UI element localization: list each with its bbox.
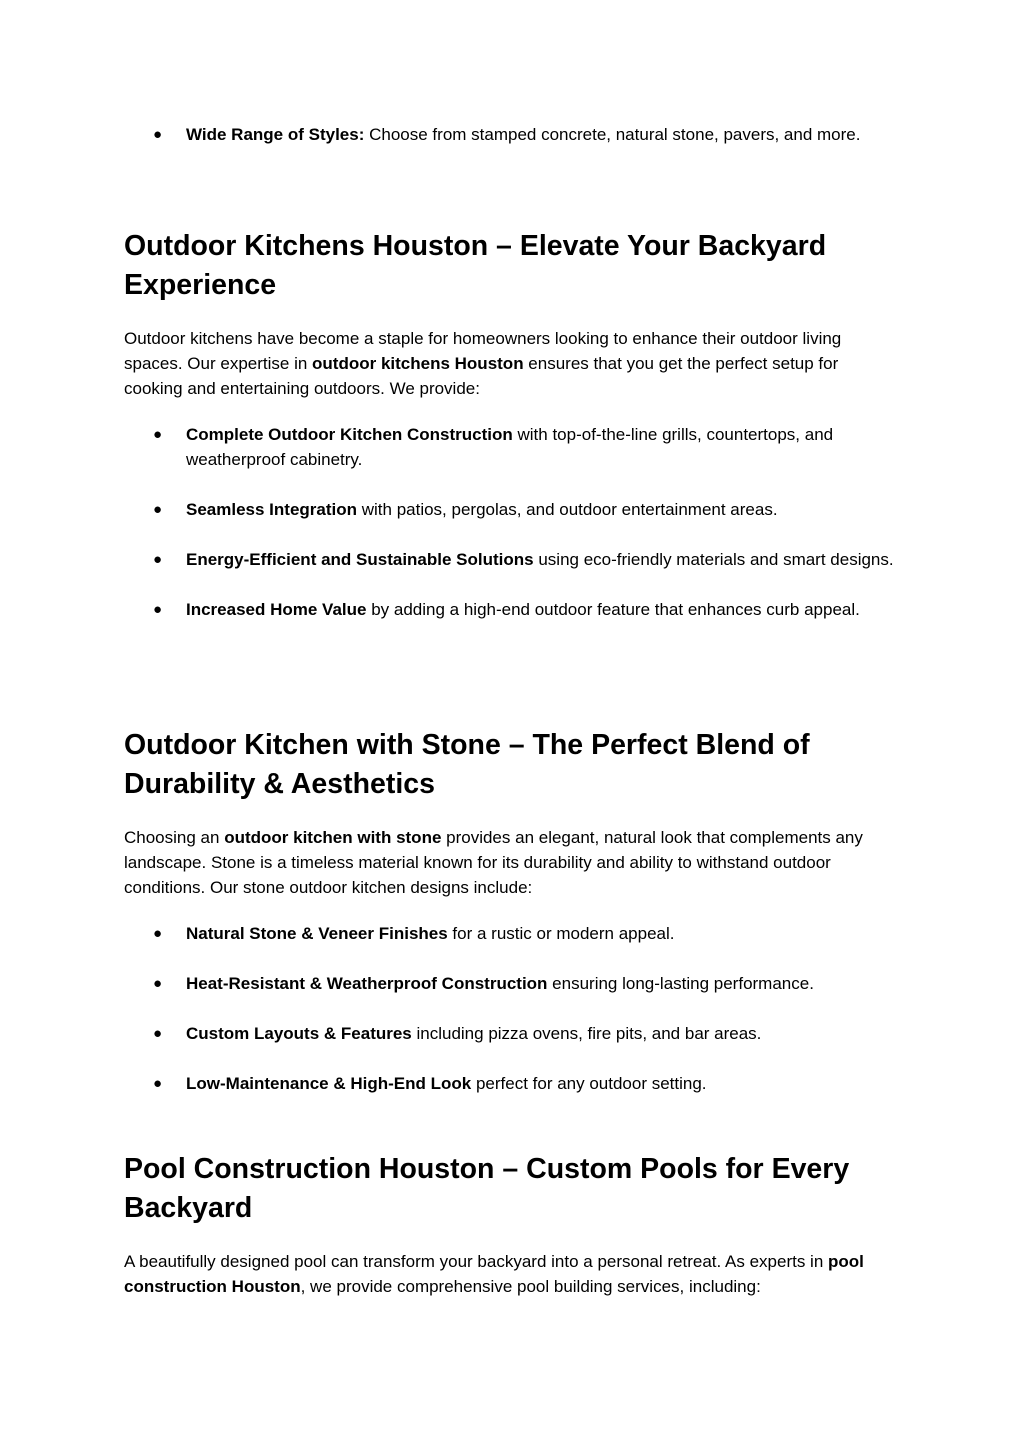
pool-construction-paragraph <box>124 1249 900 1299</box>
list-item <box>124 422 900 472</box>
list-item-term: Low-Maintenance & High-End Look <box>186 1074 472 1093</box>
pool-construction-heading: Pool Construction Houston – Custom Pools for Every Backyard <box>124 1153 850 1224</box>
list-item-term: Energy-Efficient and Sustainable Solutions <box>186 550 534 569</box>
paragraph-text: , we provide comprehensive pool building services, including: <box>300 1277 761 1296</box>
list-item-text: with patios, pergolas, and outdoor entertainment areas. <box>357 500 778 519</box>
paragraph-keyword: outdoor kitchen with stone <box>224 828 442 847</box>
list-item-text: perfect for any outdoor setting. <box>471 1074 707 1093</box>
list-item <box>124 597 900 622</box>
paragraph-text: Outdoor kitchens have become a staple for homeowners looking to enhance their outdoor living spaces. Our expertise in <box>124 329 842 373</box>
stone-kitchen-paragraph <box>124 825 900 900</box>
list-item <box>124 122 900 147</box>
paragraph-text: Choosing an <box>124 828 225 847</box>
list-item-text: including pizza ovens, fire pits, and bar areas. <box>411 1024 762 1043</box>
list-item-text: by adding a high-end outdoor feature that enhances curb appeal. <box>366 600 860 619</box>
list-item-text: Choose from stamped concrete, natural stone, pavers, and more. <box>364 125 861 144</box>
list-item <box>124 1021 900 1046</box>
list-item-term: Heat-Resistant & Weatherproof Construction <box>186 974 548 993</box>
styles-bullet-list <box>124 122 900 147</box>
list-item-text: with top-of-the-line grills, countertops, and weatherproof cabinetry. <box>186 425 834 469</box>
bullet-icon: ● <box>153 126 163 143</box>
bullet-icon: ● <box>153 601 163 618</box>
list-item-text: ensuring long-lasting performance. <box>547 974 814 993</box>
paragraph-text: provides an elegant, natural look that complements any landscape. Stone is a timeless material known for its durability and ability to withstand outdoor conditions. Our stone outdoor kitchen designs include: <box>124 828 863 897</box>
bullet-icon: ● <box>153 1075 163 1092</box>
list-item-term: Complete Outdoor Kitchen Construction <box>186 425 513 444</box>
list-item <box>124 547 900 572</box>
outdoor-kitchens-bullet-list <box>124 422 900 622</box>
bullet-icon: ● <box>153 1025 163 1042</box>
list-item-term: Seamless Integration <box>186 500 358 519</box>
list-item <box>124 921 900 946</box>
outdoor-kitchens-paragraph <box>124 326 900 401</box>
bullet-icon: ● <box>153 426 163 443</box>
stone-kitchen-bullet-list <box>124 921 900 1096</box>
list-item-text: for a rustic or modern appeal. <box>447 924 675 943</box>
bullet-icon: ● <box>153 551 163 568</box>
bullet-icon: ● <box>153 925 163 942</box>
list-item-term: Custom Layouts & Features <box>186 1024 412 1043</box>
paragraph-text: A beautifully designed pool can transform your backyard into a personal retreat. As experts in <box>124 1252 829 1271</box>
paragraph-keyword: outdoor kitchens Houston <box>312 354 524 373</box>
list-item-term: Natural Stone & Veneer Finishes <box>186 924 448 943</box>
outdoor-kitchens-heading: Outdoor Kitchens Houston – Elevate Your Backyard Experience <box>124 230 827 301</box>
list-item <box>124 497 900 522</box>
list-item <box>124 971 900 996</box>
bullet-icon: ● <box>153 975 163 992</box>
list-item <box>124 1071 900 1096</box>
bullet-icon: ● <box>153 501 163 518</box>
list-item-text: using eco-friendly materials and smart designs. <box>533 550 894 569</box>
list-item-term: Increased Home Value <box>186 600 367 619</box>
paragraph-text: ensures that you get the perfect setup for cooking and entertaining outdoors. We provide: <box>124 354 839 398</box>
paragraph-keyword: pool construction Houston <box>124 1252 864 1296</box>
list-item-term: Wide Range of Styles: <box>186 125 365 144</box>
stone-kitchen-heading: Outdoor Kitchen with Stone – The Perfect Blend of Durability & Aesthetics <box>124 729 810 800</box>
